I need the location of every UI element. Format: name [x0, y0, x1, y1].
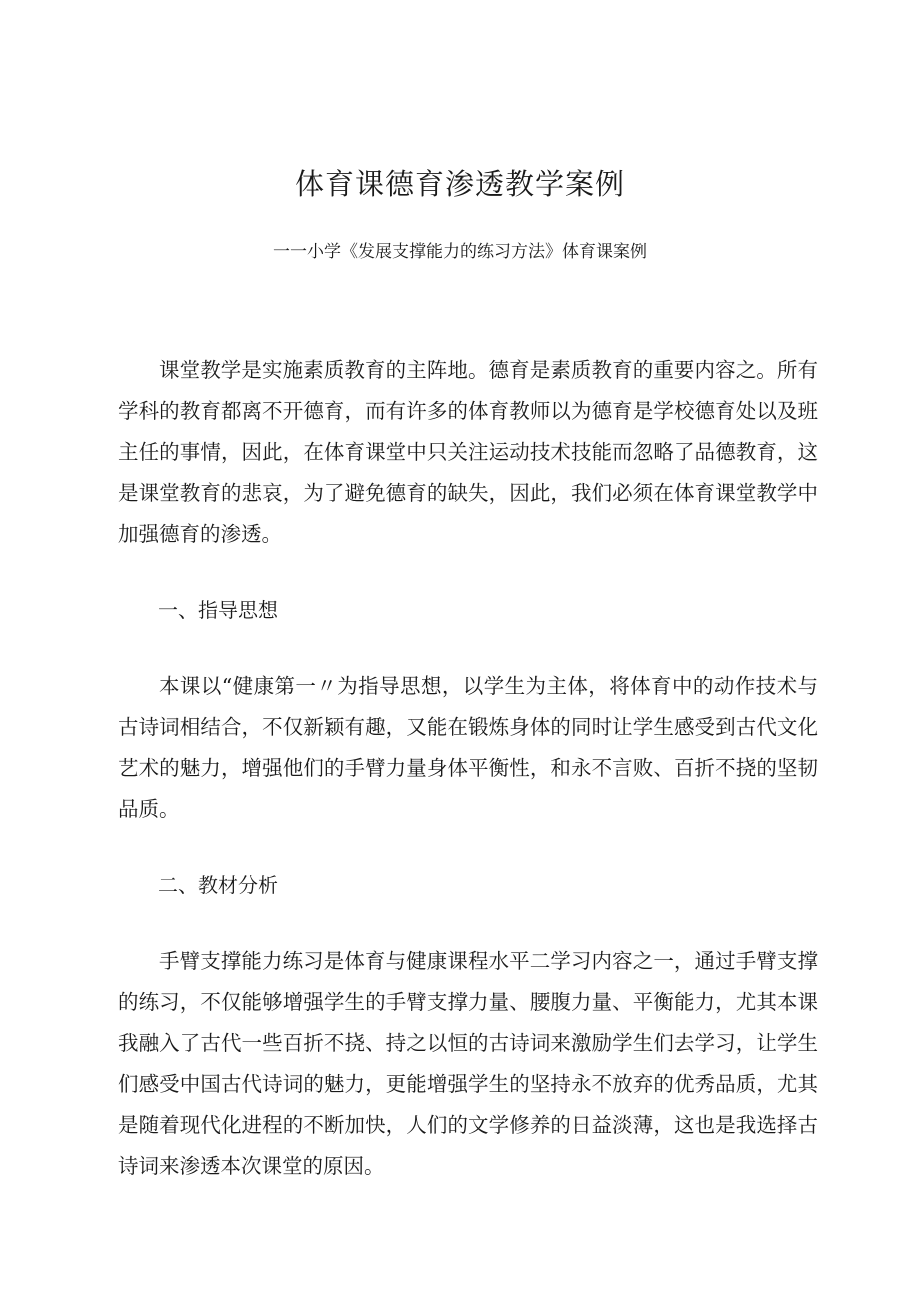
page-subtitle: 一一小学《发展支撑能力的练习方法》体育课案例: [273, 242, 647, 262]
section-heading-guiding-thought: 一、指导思想: [158, 598, 278, 622]
document-body: [118, 350, 818, 1187]
page-title: 体育课德育渗透教学案例: [294, 167, 625, 201]
intro-paragraph: 课堂教学是实施素质教育的主阵地。德育是素质教育的重要内容之。所有学科的教育都离不开德育，而有许多的体育教师以为德育是学校德育处以及班主任的事情，因此，在体育课堂中只关注运动技术技能而忽略了品德教育，这是课堂教育的悲哀，为了避免德育的缺失，因此，我们必须在体育课堂教学中加强德育的渗透。: [118, 358, 818, 546]
section-body-material-analysis: 手臂支撑能力练习是体育与健康课程水平二学习内容之一，通过手臂支撑的练习，不仅能够增强学生的手臂支撑力量、腰腹力量、平衡能力，尤其本课我融入了古代一些百折不挠、持之以恒的古诗词来激励学生们去学习，让学生们感受中国古代诗词的魅力，更能增强学生的坚持永不放弃的优秀品质，尤其是随着现代化进程的不断加快，人们的文学修养的日益淡薄，这也是我选择古诗词来渗透本次课堂的原因。: [118, 949, 818, 1178]
section-body-guiding-thought: 本课以“健康第一〃为指导思想，以学生为主体，将体育中的动作技术与古诗词相结合，不仅新颖有趣，又能在锻炼身体的同时让学生感受到古代文化艺术的魅力，增强他们的手臂力量身体平衡性，和永不言败、百折不挠的坚韧品质。: [118, 674, 818, 821]
section-heading-material-analysis: 二、教材分析: [158, 873, 278, 897]
